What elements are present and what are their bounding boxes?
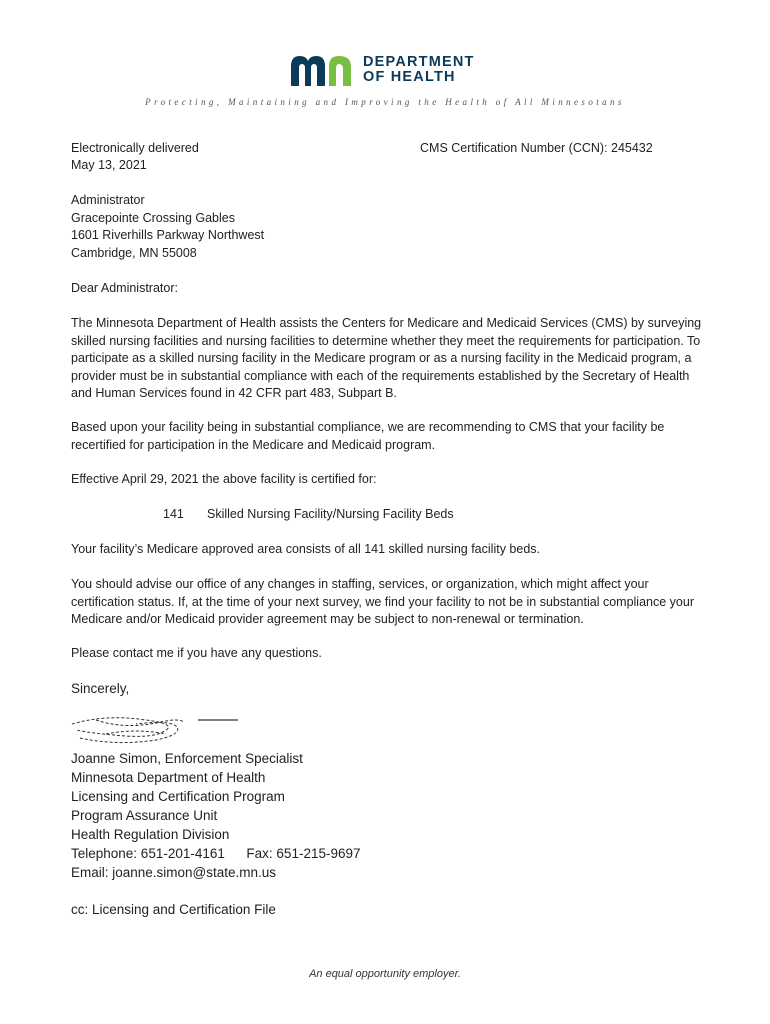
salutation: Dear Administrator: (71, 281, 178, 295)
mn-logo-icon (289, 54, 353, 86)
signer-org: Minnesota Department of Health (71, 770, 266, 785)
address-line: Gracepointe Crossing Gables (71, 211, 235, 225)
signer-division: Health Regulation Division (71, 827, 230, 842)
org-name-line2: OF HEALTH (363, 69, 456, 85)
beds-count: 141 (163, 507, 184, 521)
signer-email: Email: joanne.simon@state.mn.us (71, 865, 277, 880)
address-line: Administrator (71, 193, 145, 207)
cc-line: cc: Licensing and Certification File (71, 902, 276, 917)
body-paragraph: Please contact me if you have any questions. (71, 646, 322, 660)
signer-unit: Program Assurance Unit (71, 808, 218, 823)
mdh-logo (289, 50, 475, 90)
delivery-method: Electronically delivered (71, 141, 199, 155)
signer-phone: Telephone: 651-201-4161 (71, 846, 225, 861)
body-paragraph: The Minnesota Department of Health assists the Centers for Medicare and Medicaid Services (CMS) by surveying skilled nursing facilities and nursing facilities to determine whether they meet the requirements for participation. To participate as a skilled nursing facility in the Medicare program or as a nursing facility in the Medicaid program, a provider must be in substantial compliance with each of the requirements established by the Secretary of Health and Human Services found in 42 CFR part 483, Subpart B. (71, 316, 702, 400)
body-paragraph: Based upon your facility being in substantial compliance, we are recommending to CMS that your facility be recertified for participation in the Medicare and Medicaid program. (71, 420, 665, 452)
org-name-line1: DEPARTMENT (363, 54, 475, 70)
body-paragraph: Your facility’s Medicare approved area consists of all 141 skilled nursing facility beds. (71, 542, 540, 556)
contact-row (71, 844, 361, 863)
footer-note: An equal opportunity employer. (309, 968, 461, 980)
address-line: 1601 Riverhills Parkway Northwest (71, 228, 265, 242)
body-paragraph: You should advise our office of any changes in staffing, services, or organization, which might affect your certification status. If, at the time of your next survey, we find your facility to not be in substantial compliance your Medicare and/or Medicaid provider agreement may be subject to non-renewal or termination. (71, 577, 694, 626)
tagline: Protecting, Maintaining and Improving the Health of All Minnesotans (145, 97, 625, 107)
signature-block (71, 749, 361, 882)
beds-type: Skilled Nursing Facility/Nursing Facility Beds (207, 507, 454, 521)
signer-program: Licensing and Certification Program (71, 789, 285, 804)
closing: Sincerely, (71, 681, 130, 696)
ccn-number: CMS Certification Number (CCN): 245432 (420, 141, 653, 155)
letter-date: May 13, 2021 (71, 158, 147, 172)
signer-name: Joanne Simon, Enforcement Specialist (71, 751, 303, 766)
signature-image (66, 712, 246, 746)
address-line: Cambridge, MN 55008 (71, 246, 197, 260)
signer-fax: Fax: 651-215-9697 (246, 846, 361, 861)
body-paragraph: Effective April 29, 2021 the above facility is certified for: (71, 472, 377, 486)
